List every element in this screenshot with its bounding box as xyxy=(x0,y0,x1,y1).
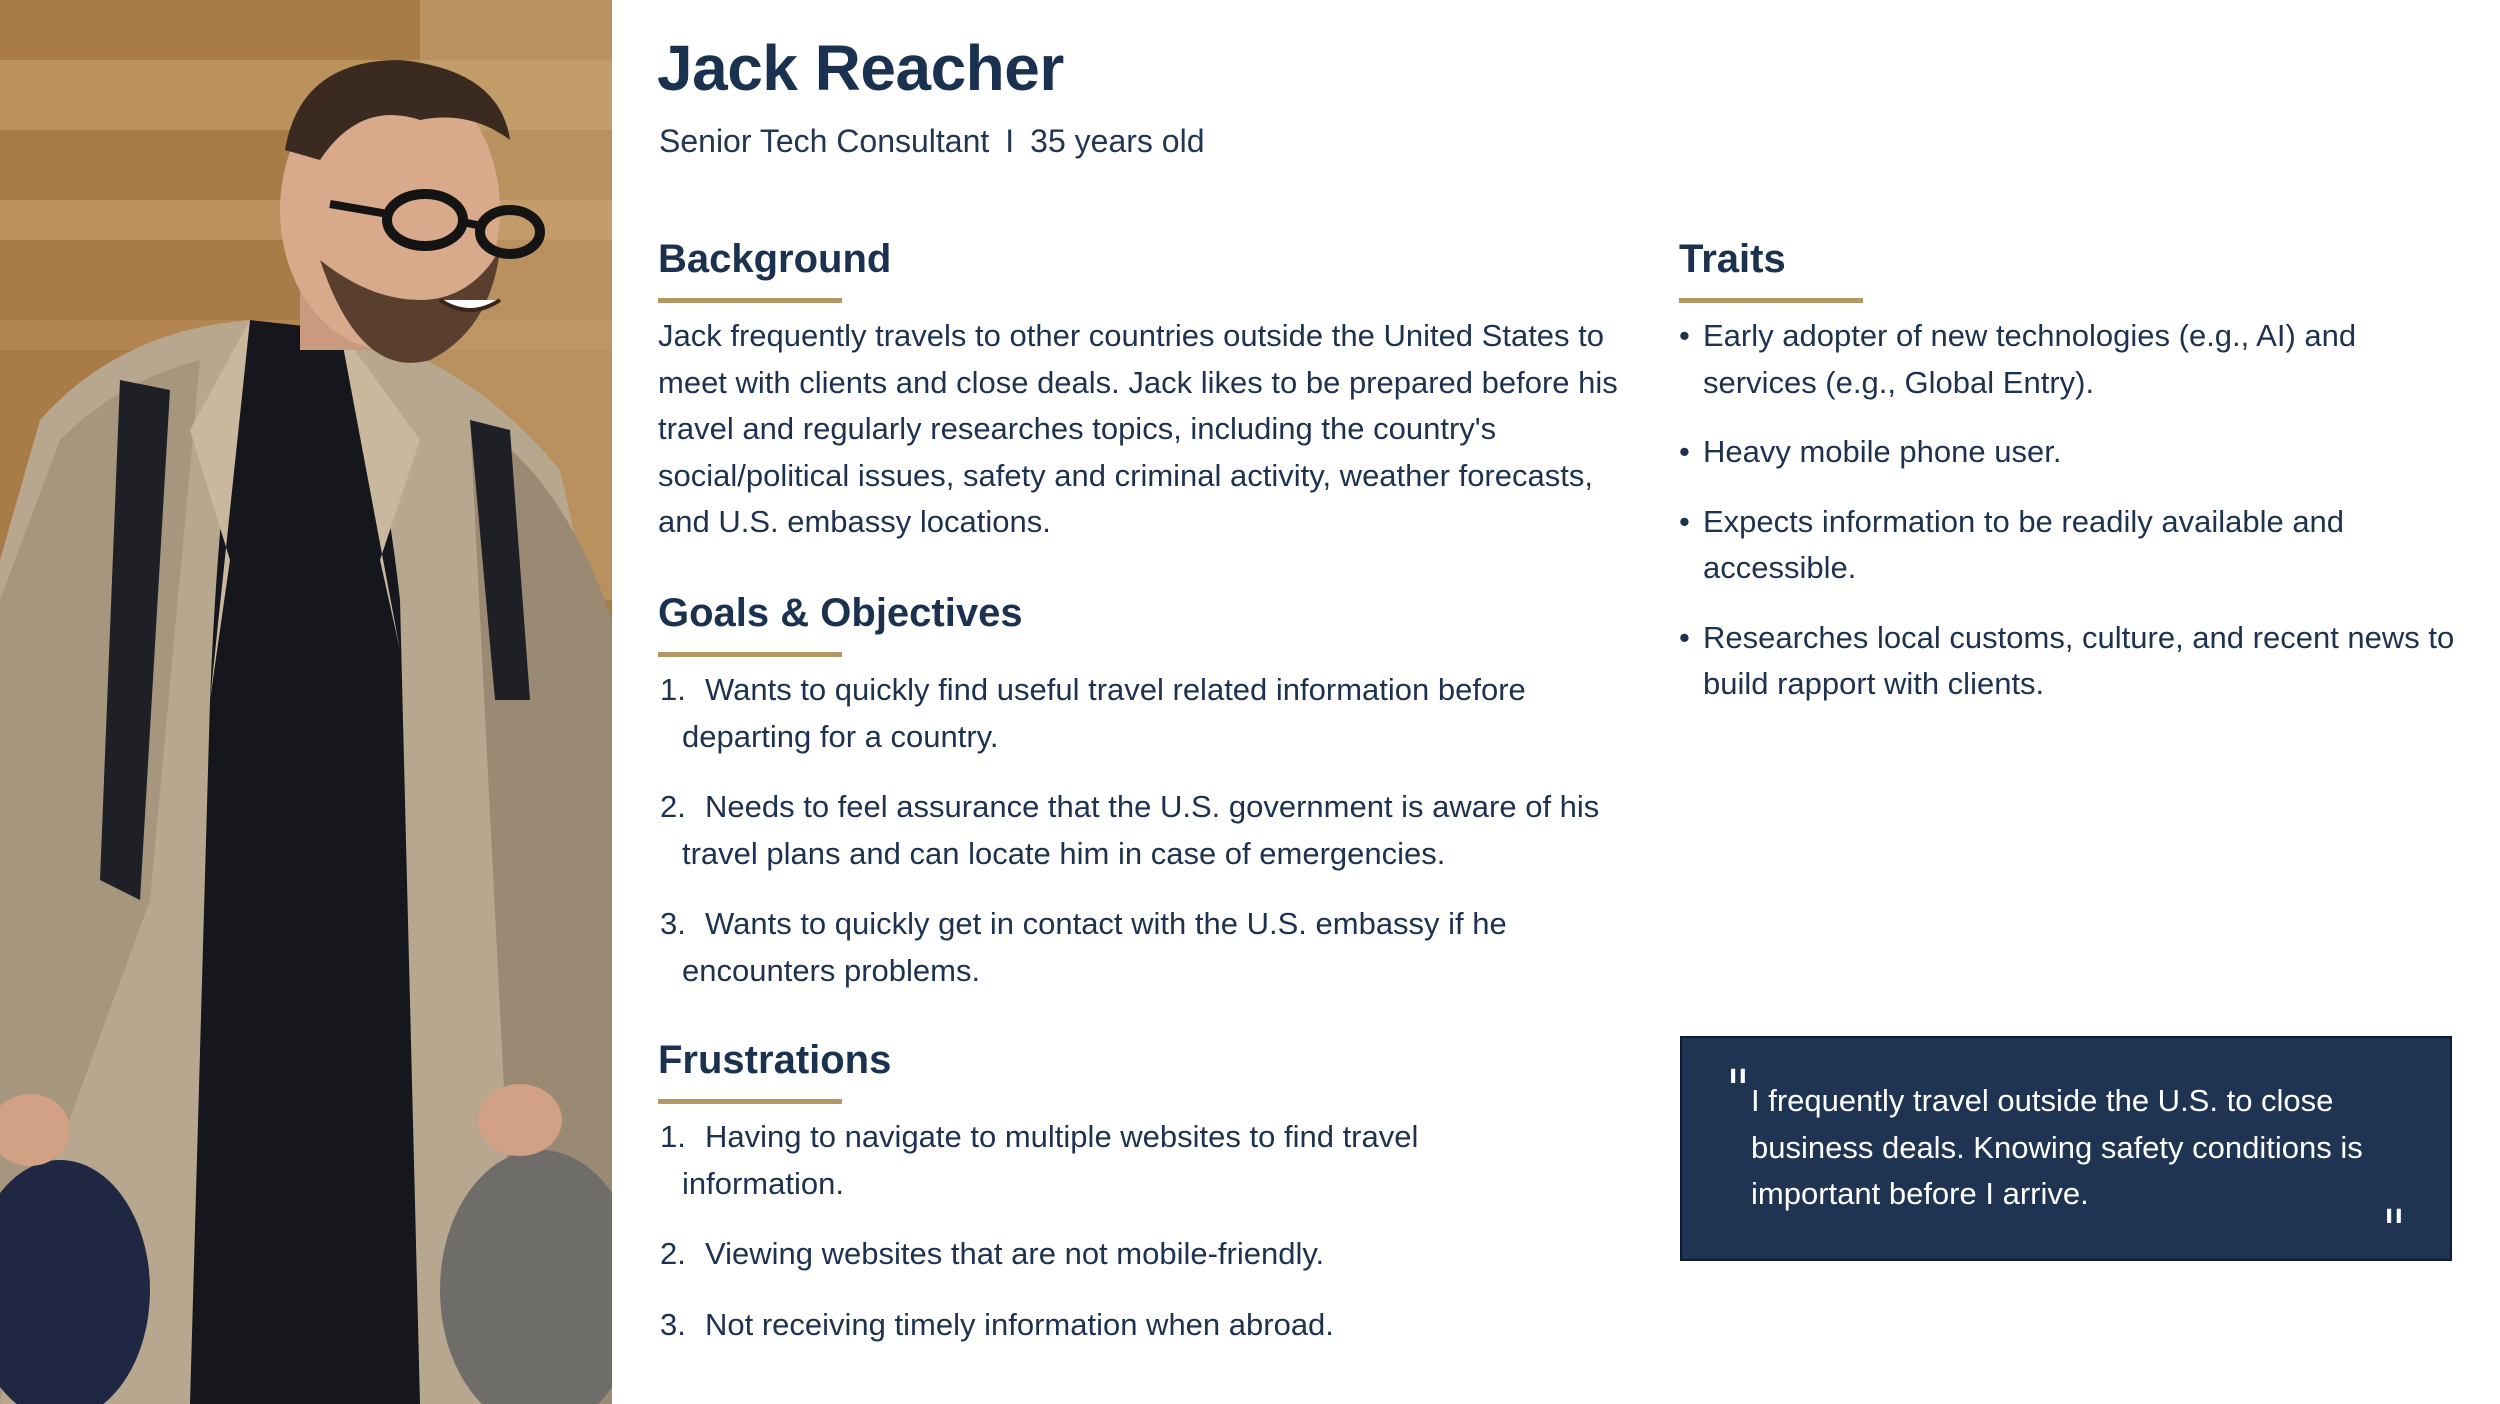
goals-list xyxy=(658,667,1648,1018)
trait-item xyxy=(1679,615,2469,708)
trait-item xyxy=(1679,429,2469,476)
goal-number: 2. xyxy=(660,789,686,824)
frustration-text: Viewing websites that are not mobile-friendly. xyxy=(705,1236,1325,1271)
goals-heading: Goals & Objectives xyxy=(658,591,1023,635)
background-heading: Background xyxy=(658,237,892,281)
frustration-number: 3. xyxy=(660,1306,686,1342)
background-rule xyxy=(658,298,842,303)
bullet-icon: • xyxy=(1679,318,1690,353)
goal-number: 3. xyxy=(660,906,686,941)
persona-subtitle xyxy=(659,120,1205,162)
trait-text: Researches local customs, culture, and recent news to build rapport with clients. xyxy=(1703,619,2455,701)
frustration-number: 1. xyxy=(660,1119,686,1154)
goal-number: 1. xyxy=(660,672,686,707)
frustration-item xyxy=(658,1231,1648,1278)
subtitle-separator: I xyxy=(1005,123,1015,159)
frustration-text: Having to navigate to multiple websites to find travel information. xyxy=(682,1119,1419,1201)
persona-role: Senior Tech Consultant xyxy=(659,123,990,159)
trait-text: Heavy mobile phone user. xyxy=(1703,434,2062,469)
background-text: Jack frequently travels to other countries outside the United States to meet with clients and close deals. Jack likes to be prepared before his travel and regularly researches topics, including the country's social/political issues, safety and criminal activity, weather forecasts, and U.S. embassy locations. xyxy=(658,318,1618,539)
goal-item xyxy=(658,667,1648,760)
persona-photo xyxy=(0,0,612,1404)
quote-close-icon: " xyxy=(2382,1200,2406,1260)
quote-text: I frequently travel outside the U.S. to close business deals. Knowing safety conditions is important before I arrive. xyxy=(1751,1083,2363,1211)
trait-item xyxy=(1679,313,2469,406)
goal-item xyxy=(658,901,1648,994)
bullet-icon: • xyxy=(1679,503,1690,539)
trait-text: Early adopter of new technologies (e.g., AI) and services (e.g., Global Entry). xyxy=(1703,318,2357,400)
persona-age: 35 years old xyxy=(1030,123,1205,159)
frustrations-list xyxy=(658,1114,1648,1372)
frustrations-heading: Frustrations xyxy=(658,1038,892,1082)
traits-list xyxy=(1679,313,2469,731)
trait-text: Expects information to be readily available and accessible. xyxy=(1703,503,2345,585)
traits-heading: Traits xyxy=(1679,237,1786,281)
goal-item xyxy=(658,784,1648,877)
persona-photo-illustration xyxy=(0,0,612,1404)
traits-rule xyxy=(1679,298,1863,303)
frustrations-rule xyxy=(658,1099,842,1104)
goals-rule xyxy=(658,652,842,657)
goal-text: Wants to quickly get in contact with the U.S. embassy if he encounters problems. xyxy=(682,906,1507,988)
bullet-icon: • xyxy=(1679,434,1690,469)
trait-item xyxy=(1679,499,2469,592)
frustration-item xyxy=(658,1302,1648,1349)
goal-text: Needs to feel assurance that the U.S. government is aware of his travel plans and can locate him in case of emergencies. xyxy=(682,789,1600,871)
goal-text: Wants to quickly find useful travel related information before departing for a country. xyxy=(682,672,1526,754)
frustration-text: Not receiving timely information when abroad. xyxy=(705,1306,1334,1342)
frustration-item xyxy=(658,1114,1648,1207)
persona-name: Jack Reacher xyxy=(657,32,1064,104)
quote-open-icon: " xyxy=(1726,1060,1750,1120)
persona-quote xyxy=(1680,1036,2452,1261)
frustration-number: 2. xyxy=(660,1236,686,1271)
bullet-icon: • xyxy=(1679,619,1690,655)
